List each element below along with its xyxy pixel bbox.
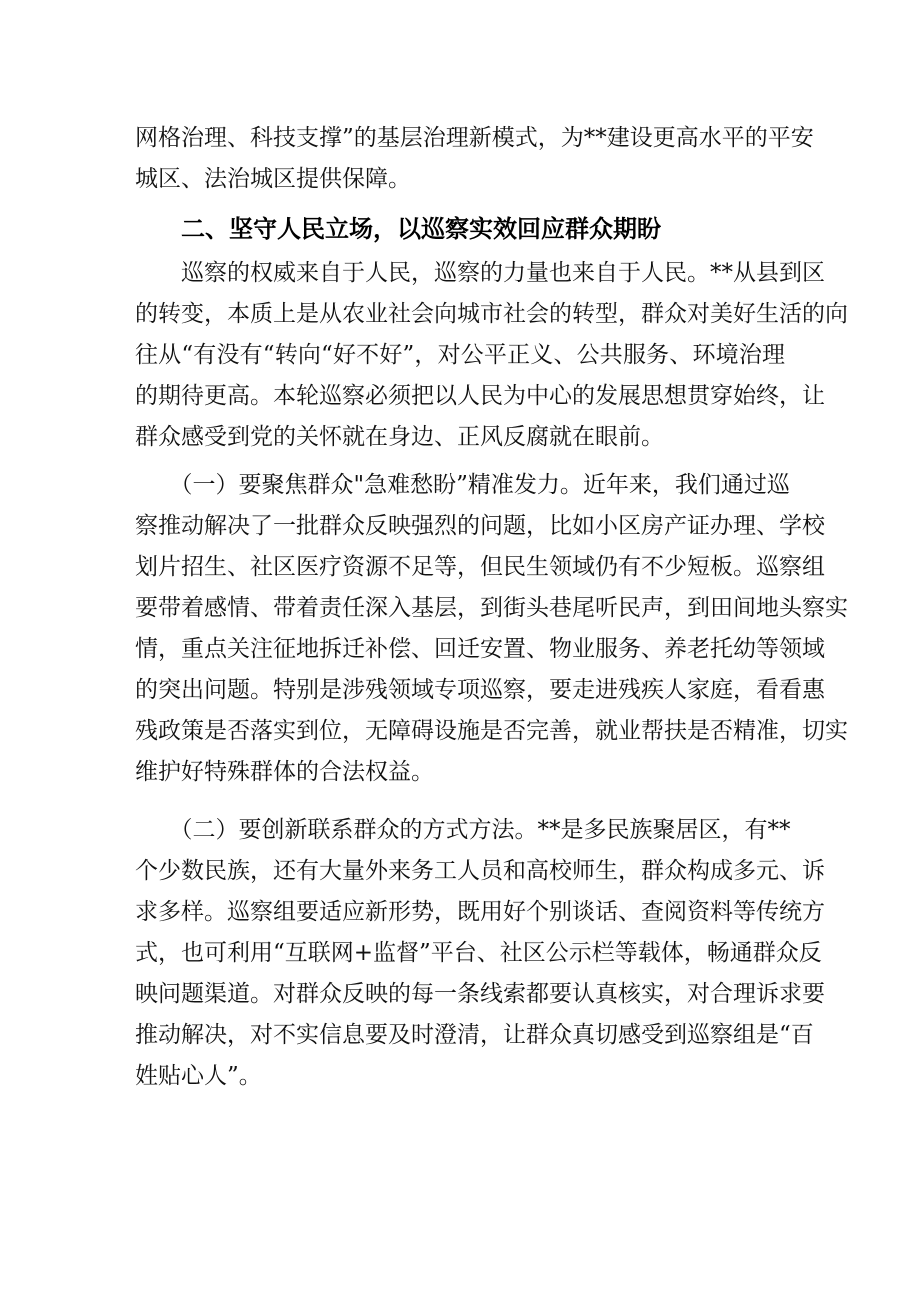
paragraph-line: 的期待更高。本轮巡察必须把以人民为中心的发展思想贯穿始终，让 xyxy=(135,383,825,409)
paragraph-line: 推动解决，对不实信息要及时澄清，让群众真切感受到巡察组是“百 xyxy=(135,1022,814,1048)
paragraph-line: 个少数民族，还有大量外来务工人员和高校师生，群众构成多元、诉 xyxy=(135,858,825,884)
paragraph-line: 划片招生、社区医疗资源不足等，但民生领域仍有不少短板。巡察组 xyxy=(135,554,825,580)
paragraph-line: 要带着感情、带着责任深入基层，到街头巷尾听民声，到田间地头察实 xyxy=(135,595,848,621)
paragraph-line: 往从“有没有“转向“好不好”，对公平正义、公共服务、环境治理 xyxy=(135,342,785,368)
paragraph-line: 城区、法治城区提供保障。 xyxy=(135,166,411,192)
paragraph-line: 巡察的权威来自于人民，巡察的力量也来自于人民。**从县到区 xyxy=(135,260,825,286)
paragraph-line: 残政策是否落实到位，无障碍设施是否完善，就业帮扶是否精准，切实 xyxy=(135,718,848,744)
paragraph-line: 姓贴心人”。 xyxy=(135,1063,262,1089)
paragraph-line: 式，也可利用“互联网+监督”平台、社区公示栏等载体，畅通群众反 xyxy=(135,940,822,966)
paragraph-line: （二）要创新联系群众的方式方法。**是多民族聚居区，有** xyxy=(135,817,791,843)
paragraph-line: 群众感受到党的关怀就在身边、正风反腐就在眼前。 xyxy=(135,424,664,450)
paragraph-line: 维护好特殊群体的合法权益。 xyxy=(135,759,434,785)
section-heading: 二、坚守人民立场，以巡察实效回应群众期盼 xyxy=(181,215,661,243)
paragraph-line: 的突出问题。特别是涉残领域专项巡察，要走进残疾人家庭，看看惠 xyxy=(135,677,825,703)
paragraph-line: 网格治理、科技支撑”的基层治理新模式，为**建设更高水平的平安 xyxy=(135,125,814,151)
paragraph-line: （一）要聚焦群众"急难愁盼”精准发力。近年来，我们通过巡 xyxy=(135,472,790,498)
paragraph-line: 察推动解决了一批群众反映强烈的问题，比如小区房产证办理、学校 xyxy=(135,513,825,539)
paragraph-line: 映问题渠道。对群众反映的每一条线索都要认真核实，对合理诉求要 xyxy=(135,981,825,1007)
paragraph-line: 情，重点关注征地拆迁补偿、回迁安置、物业服务、养老托幼等领域 xyxy=(135,636,825,662)
paragraph-line: 的转变，本质上是从农业社会向城市社会的转型，群众对美好生活的向 xyxy=(135,301,848,327)
paragraph-line: 求多样。巡察组要适应新形势，既用好个别谈话、查阅资料等传统方 xyxy=(135,899,825,925)
